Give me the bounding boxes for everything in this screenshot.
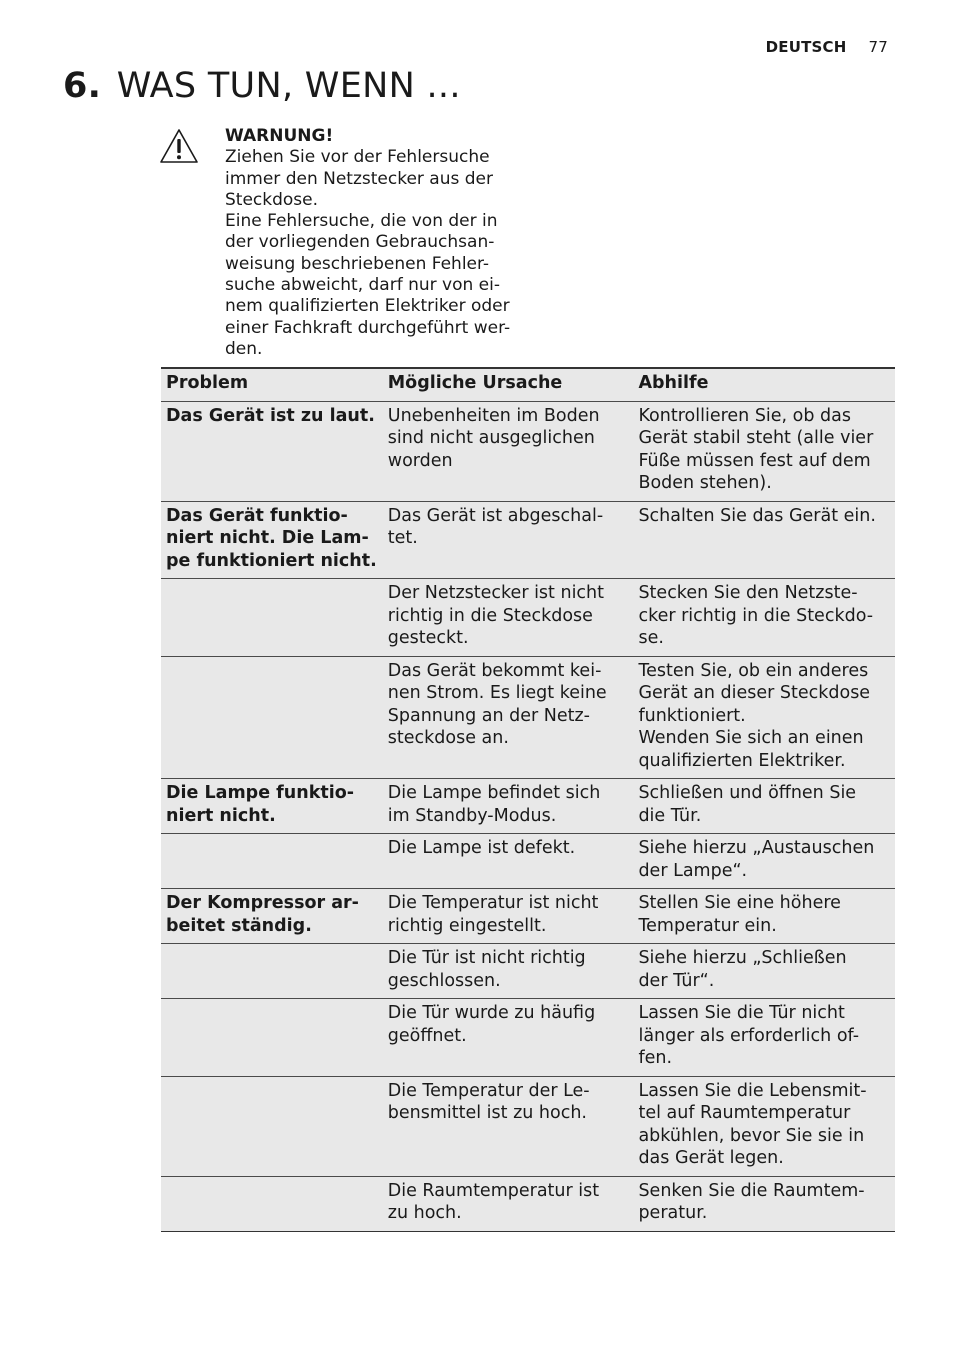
cell-line: Schalten Sie das Gerät ein. [638,505,876,526]
column-header-remedy: Abhilfe [633,368,895,401]
warning-line: immer den Netzstecker aus der [225,168,493,189]
cell-line: Siehe hierzu „Austauschen [638,838,875,858]
cell-line: Gerät stabil steht (alle vier [638,428,874,448]
cause-cell [383,501,634,579]
cause-cell [383,944,634,999]
cell-line: richtig in die Steckdose [387,605,593,626]
table-row [161,1076,895,1176]
cell-line: peratur. [638,1203,708,1223]
cell-line: Die Lampe ist defekt. [387,838,576,858]
cell-line: Stecken Sie den Netzste- [638,583,858,603]
section-title-text: WAS TUN, WENN ... [116,66,461,106]
cause-cell [383,779,634,834]
cell-line: funktioniert. [638,705,746,726]
cell-line: Die Tür wurde zu häufig [387,1003,596,1023]
column-header-problem: Problem [161,368,383,401]
cell-line: se. [638,628,664,648]
table-row [161,501,895,579]
problem-cell [161,401,383,501]
table-row [161,889,895,944]
cell-line: Boden stehen). [638,473,772,493]
language-label: DEUTSCH [765,38,847,56]
remedy-cell [633,889,895,944]
remedy-cell [633,779,895,834]
remedy-cell [633,579,895,657]
cause-cell [383,401,634,501]
cell-line: nen Strom. Es liegt keine [387,683,607,703]
cell-line: länger als erforderlich of- [638,1025,860,1046]
problem-cell [161,656,383,779]
cause-cell [383,889,634,944]
page-number: 77 [868,38,888,56]
cell-line: die Tür. [638,805,702,826]
cell-line: Die Tür ist nicht richtig [387,948,586,968]
warning-line: Eine Fehlersuche, die von der in [225,211,498,232]
table-row [161,999,895,1077]
warning-body [225,147,525,360]
problem-cell [161,834,383,889]
cell-line: Das Gerät ist abgeschal- [387,505,604,526]
cell-line: sind nicht ausgeglichen [387,428,595,448]
cell-line: Spannung an der Netz- [387,705,590,726]
cell-line: Die Lampe funktio- [166,783,354,803]
cell-line: fen. [638,1048,673,1068]
table-row [161,834,895,889]
cell-line: zu hoch. [387,1203,462,1223]
cell-line: Der Netzstecker ist nicht [387,583,605,603]
cell-line: qualifizierten Elektriker. [638,750,846,771]
warning-text [225,126,525,360]
problem-cell [161,579,383,657]
cell-line: Schließen und öffnen Sie [638,783,857,803]
cell-line: tel auf Raumtemperatur [638,1103,851,1123]
cell-line: bensmittel ist zu hoch. [387,1103,587,1123]
cell-line: Unebenheiten im Boden [387,405,600,426]
warning-line: weisung beschriebenen Fehler- [225,253,490,274]
troubleshooting-table [161,367,895,1232]
warning-triangle-icon [159,128,199,164]
cell-line: Kontrollieren Sie, ob das [638,405,852,426]
remedy-cell [633,1176,895,1231]
cell-line: Stellen Sie eine höhere [638,893,841,913]
cell-line: Lassen Sie die Lebensmit- [638,1080,867,1101]
problem-cell [161,944,383,999]
table-header-row [161,368,895,401]
cell-line: niert nicht. Die Lam- [166,528,369,548]
cell-line: Gerät an dieser Steckdose [638,683,871,703]
cell-line: steckdose an. [387,728,509,748]
cause-cell [383,834,634,889]
remedy-cell [633,401,895,501]
cell-line: Die Raumtemperatur ist [387,1180,600,1201]
cell-line: cker richtig in die Steckdo- [638,605,874,626]
problem-cell [161,999,383,1077]
problem-cell [161,1076,383,1176]
cause-cell [383,999,634,1077]
cell-line: geöffnet. [387,1025,467,1046]
cell-line: Das Gerät bekommt kei- [387,660,602,681]
warning-line: suche abweicht, darf nur von ei- [225,275,500,296]
cell-line: pe funktioniert nicht. [166,550,377,571]
cell-line: das Gerät legen. [638,1148,784,1168]
cell-line: abkühlen, bevor Sie sie in [638,1125,865,1146]
table-row [161,656,895,779]
remedy-cell [633,944,895,999]
cell-line: niert nicht. [166,805,276,826]
cell-line: worden [387,450,453,471]
remedy-cell [633,1076,895,1176]
cell-line: Die Temperatur ist nicht [387,893,599,913]
table-row [161,401,895,501]
cause-cell [383,1076,634,1176]
page-header [766,38,888,56]
cell-line: Siehe hierzu „Schließen [638,948,847,968]
cell-line: geschlossen. [387,970,501,991]
cell-line: Senken Sie die Raumtem- [638,1180,865,1201]
warning-line: Ziehen Sie vor der Fehlersuche [225,147,490,168]
cell-line: der Lampe“. [638,860,748,881]
warning-line: der vorliegenden Gebrauchsan- [225,232,495,253]
warning-line: Steckdose. [225,189,319,210]
cause-cell [383,579,634,657]
problem-cell [161,779,383,834]
cell-line: tet. [387,528,418,548]
remedy-cell [633,834,895,889]
table-row [161,579,895,657]
cell-line: gesteckt. [387,628,469,648]
warning-line: nem qualifizierten Elektriker oder [225,296,510,317]
cell-line: Temperatur ein. [638,915,777,936]
cell-line: Füße müssen fest auf dem [638,450,871,471]
cause-cell [383,1176,634,1231]
cell-line: im Standby-Modus. [387,805,557,826]
cell-line: beitet ständig. [166,915,312,936]
cause-cell [383,656,634,779]
warning-heading: WARNUNG! [225,126,334,146]
table-row [161,1176,895,1231]
cell-line: Der Kompressor ar- [166,893,359,913]
remedy-cell [633,999,895,1077]
problem-cell [161,501,383,579]
cell-line: richtig eingestellt. [387,915,547,936]
problem-cell [161,889,383,944]
cell-line: Das Gerät funktio- [166,505,348,526]
section-title [63,66,461,106]
section-number: 6. [63,66,102,106]
table-body [161,401,895,1231]
cell-line: Testen Sie, ob ein anderes [638,660,869,681]
cell-line: Wenden Sie sich an einen [638,728,864,748]
cell-line: Lassen Sie die Tür nicht [638,1003,845,1023]
table-row [161,779,895,834]
column-header-cause: Mögliche Ursache [383,368,634,401]
warning-line: den. [225,338,263,359]
cell-line: Das Gerät ist zu laut. [166,405,375,426]
remedy-cell [633,656,895,779]
warning-line: einer Fachkraft durchgeführt wer- [225,317,511,338]
cell-line: der Tür“. [638,970,715,991]
cell-line: Die Lampe befindet sich [387,783,601,803]
problem-cell [161,1176,383,1231]
remedy-cell [633,501,895,579]
cell-line: Die Temperatur der Le- [387,1080,590,1101]
table-row [161,944,895,999]
